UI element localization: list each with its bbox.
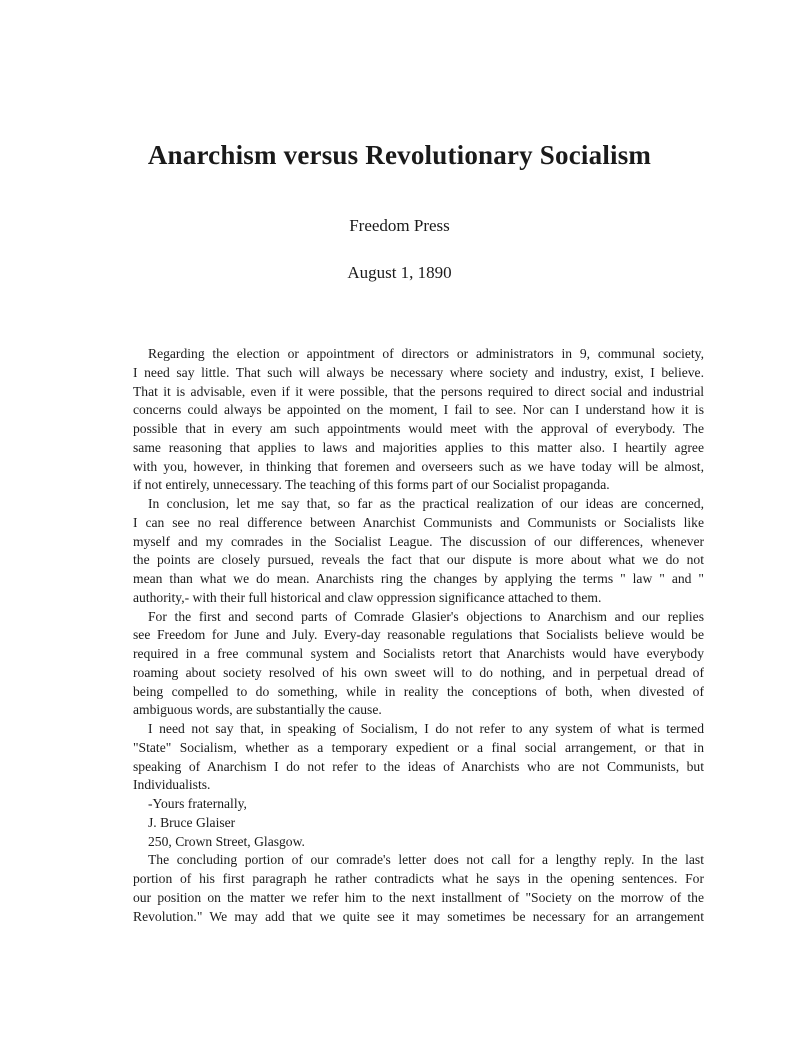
- text-line: Revolution." We may add that we quite see it may sometimes be necessary for an arrangement: [133, 908, 704, 924]
- text-line: That it is advisable, even if it were possible, that the persons required to direct social and industrial: [133, 383, 704, 399]
- document-author: Freedom Press: [349, 216, 450, 235]
- text-line: speaking of Anarchism I do not refer to the ideas of Anarchists who are not Communists, but: [133, 758, 704, 774]
- text-line: 250, Crown Street, Glasgow.: [148, 833, 305, 849]
- text-line: Regarding the election or appointment of directors or administrators in 9, communal society,: [148, 346, 704, 361]
- text-line: I need say little. That such will always be necessary where society and industry, exist, I believe.: [133, 364, 704, 380]
- text-line: -Yours fraternally,: [148, 796, 247, 811]
- document-title: Anarchism versus Revolutionary Socialism: [147, 140, 652, 170]
- text-line: the points are closely pursued, reveals the fact that our dispute is more about what we do not: [133, 552, 704, 568]
- text-line: concerns could always be appointed on the moment, I fail to see. Nor can I understand how it is: [133, 402, 704, 418]
- text-line: portion of his first paragraph he rather contradicts what he says in the opening sentences. For: [133, 871, 704, 886]
- text-line: myself and my comrades in the Socialist League. The discussion of our differences, whenever: [133, 533, 704, 549]
- text-line: ambiguous words, are substantially the cause.: [133, 702, 382, 718]
- text-line: "State" Socialism, whether as a temporary expedient or a final social arrangement, or that in: [133, 739, 704, 755]
- text-line: I can see no real difference between Anarchist Communists and Communists or Socialists like: [133, 514, 704, 530]
- text-line: J. Bruce Glaiser: [148, 814, 236, 830]
- text-line: required in a free communal system and Socialists retort that Anarchists would have everybody: [133, 646, 704, 661]
- text-line: I need not say that, in speaking of Socialism, I do not refer to any system of what is termed: [148, 721, 704, 736]
- text-line: our position on the matter we refer him to the next installment of "Society on the morrow of the: [133, 889, 704, 905]
- text-line: being compelled to do something, while in reality the conceptions of both, when divested of: [133, 683, 704, 699]
- text-line: Individualists.: [133, 777, 211, 793]
- text-line: with you, however, in thinking that foremen and overseers such as we have today will be almost,: [133, 458, 704, 474]
- text-line: see Freedom for June and July. Every-day reasonable regulations that Socialists believe would be: [133, 627, 704, 643]
- text-line: The concluding portion of our comrade's letter does not call for a lengthy reply. In the last: [148, 852, 704, 868]
- text-line: For the first and second parts of Comrade Glasier's objections to Anarchism and our replies: [148, 608, 704, 624]
- text-line: possible that in every am such appointments would meet with the approval of everybody. The: [133, 421, 704, 436]
- document-body: [133, 345, 704, 926]
- text-line: if not entirely, unnecessary. The teaching of this forms part of our Socialist propaganda.: [133, 477, 610, 493]
- text-line: In conclusion, let me say that, so far as the practical realization of our ideas are concerned,: [148, 496, 704, 511]
- document-date: August 1, 1890: [347, 263, 452, 282]
- text-line: authority,- with their full historical and claw oppression significance attached to them.: [133, 589, 602, 605]
- text-line: roaming about society resolved of his own sweet will to do nothing, and in perpetual dread of: [133, 664, 704, 680]
- text-line: same reasoning that applies to laws and majorities applies to this matter also. I heartily agree: [133, 439, 704, 455]
- text-line: mean than what we do mean. Anarchists ring the changes by applying the terms " law " and ": [133, 571, 704, 586]
